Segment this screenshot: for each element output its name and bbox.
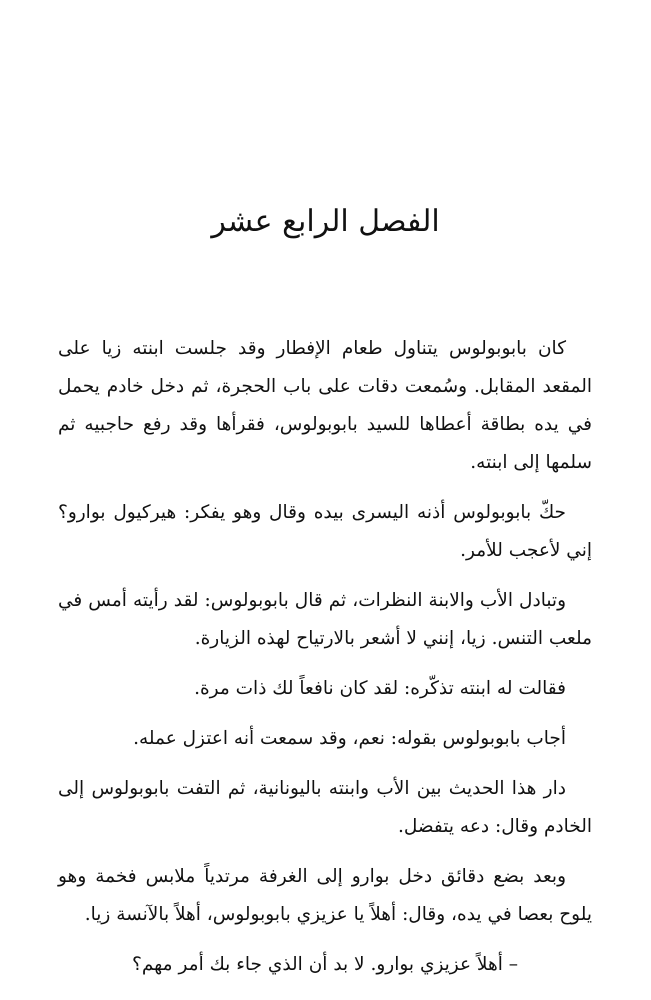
paragraph: كان بابوبولوس يتناول طعام الإفطار وقد جلست ابنته زيا على المقعد المقابل. وسُمعت دقات على باب الحجرة، ثم دخل خادم يحمل في يده بطاقة أعطاها للسيد بابوبولوس، فقرأها وقد رفع حاجبيه ثم سلمها إلى ابنته. <box>58 338 592 473</box>
chapter-title: الفصل الرابع عشر <box>211 204 440 239</box>
paragraph: فقالت له ابنته تذكّره: لقد كان نافعاً لك ذات مرة. <box>194 678 566 699</box>
paragraph: حكّ بابوبولوس أذنه اليسرى بيده وقال وهو يفكر: هيركيول بوارو؟ إني لأعجب للأمر. <box>58 502 592 561</box>
paragraph: وتبادل الأب والابنة النظرات، ثم قال بابوبولوس: لقد رأيته أمس في ملعب التنس. زيا، إنني لا أشعر بالارتياح لهذه الزيارة. <box>58 590 592 649</box>
chapter-body <box>58 330 592 996</box>
paragraph: وبعد بضع دقائق دخل بوارو إلى الغرفة مرتدياً ملابس فخمة وهو يلوح بعصا في يده، وقال: أهلاً يا عزيزي بابوبولوس، أهلاً بالآنسة زيا. <box>58 866 592 925</box>
paragraph: دار هذا الحديث بين الأب وابنته باليونانية، ثم التفت بابوبولوس إلى الخادم وقال: دعه يتفضل. <box>58 778 592 837</box>
dialogue-line: – أهلاً عزيزي بوارو. لا بد أن الذي جاء بك أمر مهم؟ <box>132 954 518 975</box>
paragraph: أجاب بابوبولوس بقوله: نعم، وقد سمعت أنه اعتزل عمله. <box>133 728 566 749</box>
